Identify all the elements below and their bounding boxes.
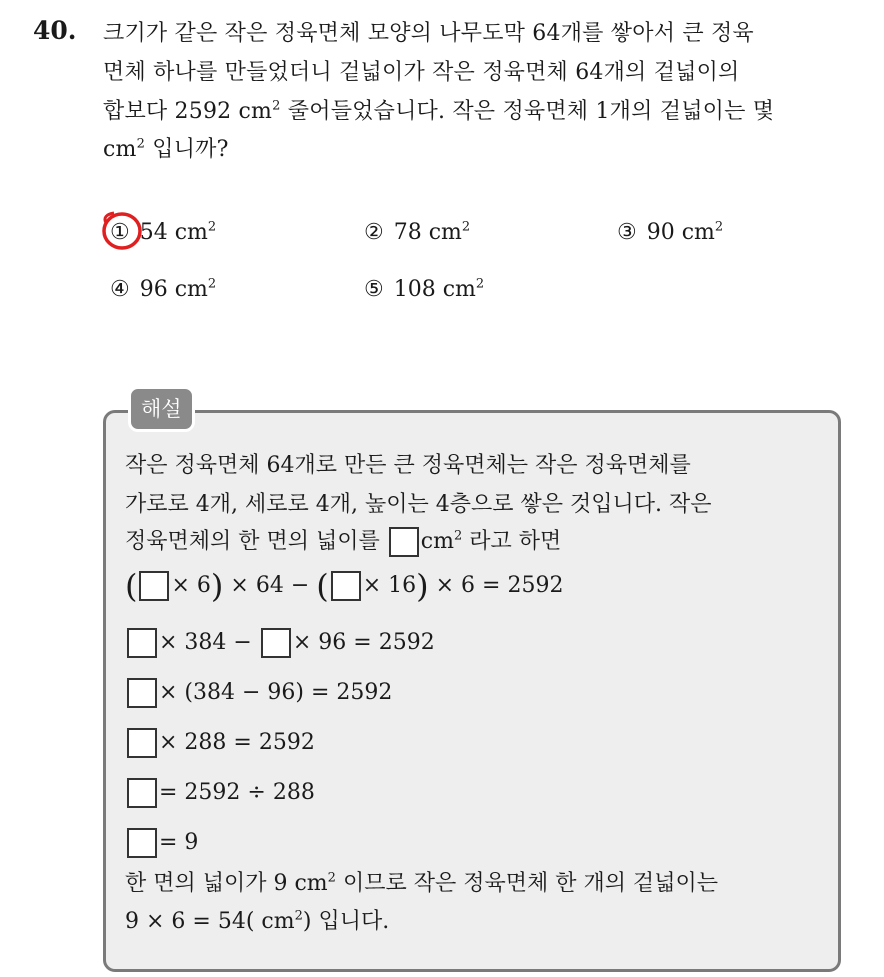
blank-box	[127, 628, 157, 658]
blank-box	[139, 571, 169, 601]
blank-box	[331, 571, 361, 601]
solution-badge: 해설	[128, 386, 195, 432]
choice-5[interactable]: ⑤ 108 $cm^2$	[364, 276, 485, 302]
blank-box	[127, 778, 157, 808]
question-line-2: 면체 하나를 만들었더니 겉넓이가 작은 정육면체 64개의 겉넓이의	[103, 60, 740, 85]
solution-line-2: 가로로 4개, 세로로 4개, 높이는 4층으로 쌓은 것입니다. 작은	[125, 492, 712, 517]
question-number: 40.	[33, 16, 77, 45]
choice-1[interactable]: ① 54 $cm^2$	[110, 219, 217, 245]
blank-box	[389, 527, 419, 557]
equation-1: ( × 6) × 64 − ( × 16) × 6 = 2592	[125, 567, 564, 605]
equation-6: = 9	[125, 828, 198, 858]
equation-3: × (384 − 96) = 2592	[125, 678, 392, 708]
solution-line-3: 정육면체의 한 면의 넓이를 $cm^2$ 라고 하면	[125, 524, 561, 557]
solution-conclusion-2: 9 × 6 = 54( $cm^2$) 입니다.	[125, 908, 390, 934]
choice-2[interactable]: ② 78 $cm^2$	[364, 219, 471, 245]
equation-5: = 2592 ÷ 288	[125, 778, 315, 808]
blank-box	[261, 628, 291, 658]
choice-3[interactable]: ③ 90 $cm^2$	[617, 219, 724, 245]
question-line-4: $cm^2$ 입니까?	[103, 136, 229, 162]
blank-box	[127, 728, 157, 758]
equation-2: × 384 − × 96 = 2592	[125, 628, 435, 658]
question-line-1: 크기가 같은 작은 정육면체 모양의 나무도막 64개를 쌓아서 큰 정육	[103, 21, 754, 46]
blank-box	[127, 678, 157, 708]
choice-4[interactable]: ④ 96 $cm^2$	[110, 276, 217, 302]
blank-box	[127, 828, 157, 858]
equation-4: × 288 = 2592	[125, 728, 315, 758]
question-line-3: 합보다 2592 $cm^2$ 줄어들었습니다. 작은 정육면체 1개의 겉넓이는 몇	[103, 98, 775, 124]
solution-line-1: 작은 정육면체 64개로 만든 큰 정육면체는 작은 정육면체를	[125, 453, 691, 478]
solution-conclusion-1: 한 면의 넓이가 9 $cm^2$ 이므로 작은 정육면체 한 개의 겉넓이는	[125, 870, 718, 896]
